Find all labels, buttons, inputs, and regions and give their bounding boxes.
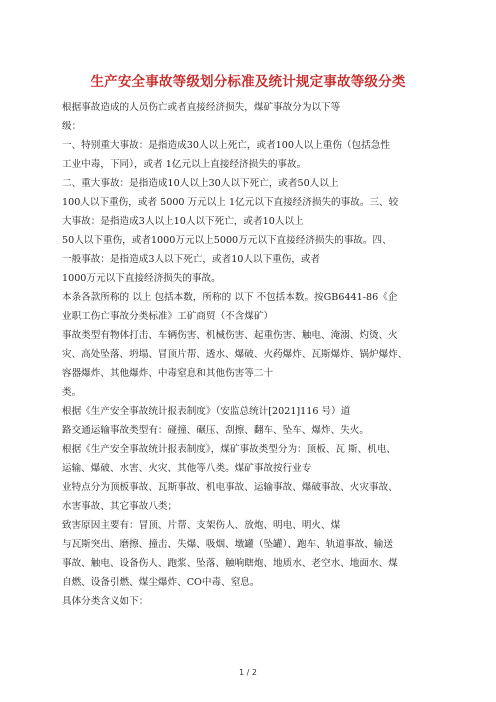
text-line: 自燃、设备引燃、煤尘爆炸、CO中毒、窒息。 <box>62 577 260 588</box>
text-line: 事故类型有物体打击、车辆伤害、机械伤害、起重伤害、触电、淹溺、灼烫、火 <box>62 330 398 341</box>
text-line: 水害事故、其它事故八类； <box>62 501 178 512</box>
text-line: 一般事故：是指造成3人以下死亡，或者10人以下重伤，或者 <box>62 254 321 265</box>
text-line: 业特点分为顶板事故、瓦斯事故、机电事故、运输事故、爆破事故、火灾事故、 <box>62 482 398 493</box>
text-line: 路交通运输事故类型有：碰撞、碾压、刮擦、翻车、坠车、爆炸、失火。 <box>62 425 369 436</box>
text-line: 级： <box>62 121 82 132</box>
text-line: 一、特别重大事故：是指造成30人以上死亡，或者100人以上重伤（包括急性 <box>62 140 390 151</box>
text-line: 工业中毒，下同），或者 1亿元以上直接经济损失的事故。 <box>62 159 307 170</box>
text-line: 类。 <box>62 387 82 398</box>
text-line: 根据《生产安全事故统计报表制度》，煤矿事故类型分为：顶板、瓦 斯、机电、 <box>62 444 397 455</box>
text-line: 致害原因主要有：冒顶、片帮、支架伤人、放炮、明电、明火、煤 <box>62 520 341 531</box>
document-title: 生产安全事故等级划分标准及统计规定事故等级分类 <box>90 74 406 90</box>
text-line: 具体分类含义如下： <box>62 596 149 607</box>
text-line: 50人以下重伤，或者1000万元以上5000万元以下直接经济损失的事故。四、 <box>62 235 392 246</box>
document-body <box>62 98 440 611</box>
text-line: 100人以下重伤，或者 5000 万元以上 1亿元以下直接经济损失的事故。三、较 <box>62 197 399 208</box>
text-line: 二、重大事故：是指造成10人以上30人以下死亡，或者50人以上 <box>62 178 339 189</box>
text-line: 灾、高处坠落、坍塌、冒顶片帮、透水、爆破、火药爆炸、瓦斯爆炸、锅炉爆炸、 <box>62 349 408 360</box>
text-line: 本条各款所称的 以上 包括本数，所称的 以下 不包括本数。按GB6441-86《企 <box>62 292 398 303</box>
text-line: 业职工伤亡事故分类标准》工矿商贸（不含煤矿） <box>62 311 274 322</box>
text-line: 根据事故造成的人员伤亡或者直接经济损失，煤矿事故分为以下等 <box>62 102 341 113</box>
text-line: 根据《生产安全事故统计报表制度》（安监总统计[2021]116 号）道 <box>62 406 351 417</box>
text-line: 事故、触电、设备伤人、跑浆、坠落、触响瞎炮、地质水、老空水、地面水、煤 <box>62 558 398 569</box>
text-line: 与瓦斯突出、磨擦、撞击、失爆、吸烟、墩罐（坠罐）、跑车、轨道事故、输送 <box>62 539 393 550</box>
text-line: 运输、爆破、水害、火灾、其他等八类。煤矿事故按行业专 <box>62 463 312 474</box>
text-line: 容器爆炸、其他爆炸、中毒窒息和其他伤害等二十 <box>62 368 274 379</box>
page-number: 1 / 2 <box>239 668 257 677</box>
text-line: 大事故：是指造成3人以上10人以下死亡，或者10人以上 <box>62 216 304 227</box>
text-line: 1000万元以下直接经济损失的事故。 <box>62 273 221 284</box>
